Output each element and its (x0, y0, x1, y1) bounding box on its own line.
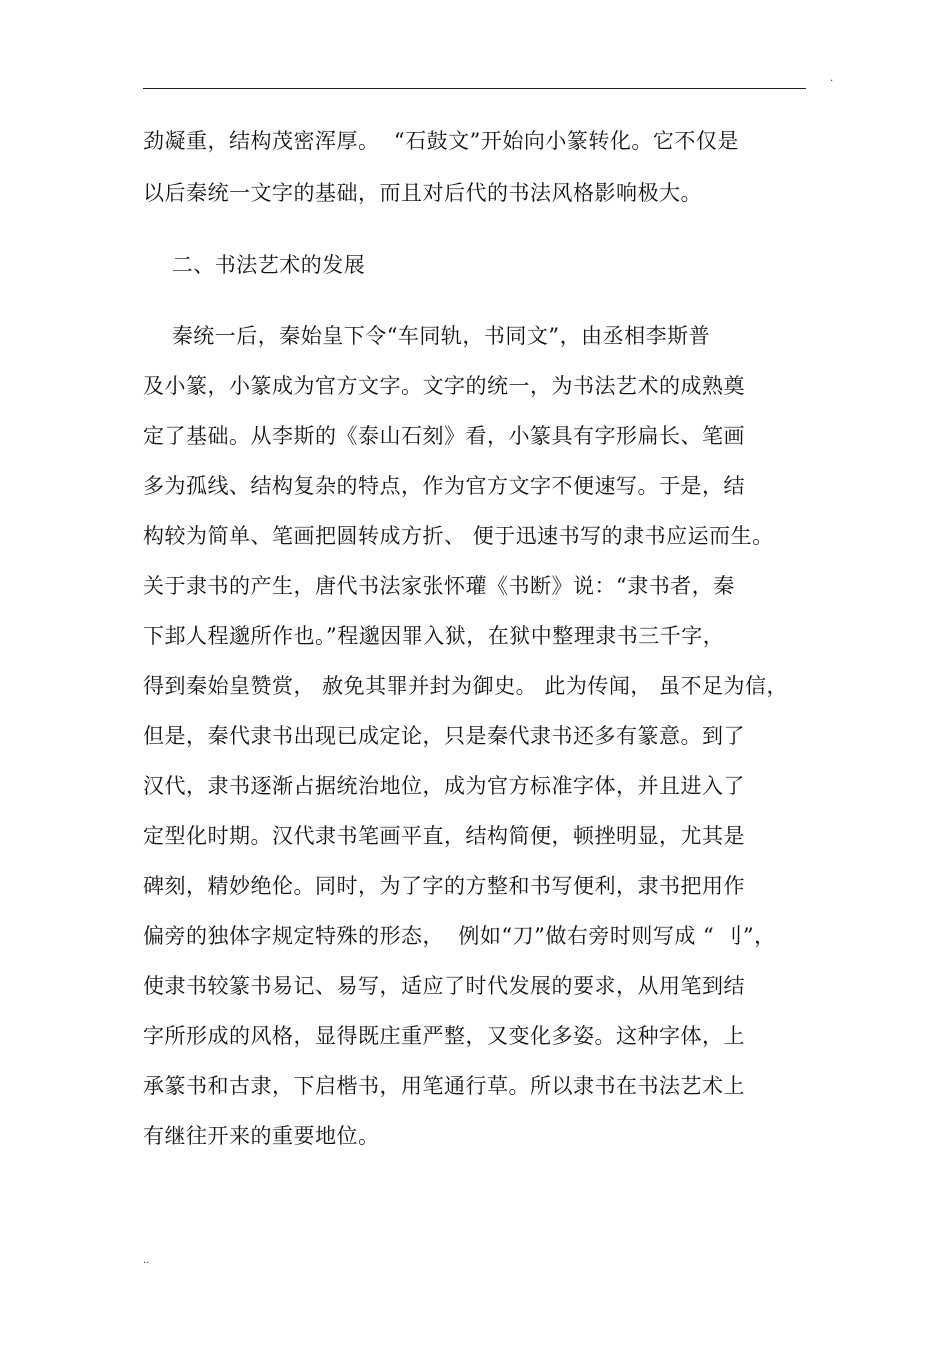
header-rule (143, 88, 806, 89)
text-line: 碑刻，精妙绝伦。同时，为了字的方整和书写便利，隶书把用作 (143, 874, 745, 898)
text-line: 有继往开来的重要地位。 (143, 1124, 380, 1148)
footer-mark: .. (143, 1255, 150, 1266)
text-line: 下邽人程邈所作也。”程邈因罪入狱，在狱中整理隶书三千字， (143, 624, 725, 648)
text-line: 汉代，隶书逐渐占据统治地位，成为官方标准字体，并且进入了 (143, 774, 745, 798)
text-line: 及小篆，小篆成为官方文字。文字的统一，为书法艺术的成熟奠 (143, 374, 745, 398)
text-line: 以后秦统一文字的基础，而且对后代的书法风格影响极大。 (143, 181, 702, 205)
text-line: 但是，秦代隶书出现已成定论，只是秦代隶书还多有篆意。到了 (143, 724, 745, 748)
text-line: 得到秦始皇赞赏， 赦免其罪并封为御史。 此为传闻， 虽不足为信， (143, 674, 789, 698)
text-line: 定了基础。从李斯的《泰山石刻》看，小篆具有字形扁长、笔画 (143, 424, 745, 448)
header-mark: . (830, 73, 834, 84)
text-line: 字所形成的风格，显得既庄重严整，又变化多姿。这种字体，上 (143, 1024, 745, 1048)
text-line: 秦统一后，秦始皇下令“车同轨，书同文”，由丞相李斯普 (143, 324, 711, 348)
section-heading: 二、书法艺术的发展 (143, 253, 366, 277)
text-line: 定型化时期。汉代隶书笔画平直，结构简便，顿挫明显，尤其是 (143, 824, 745, 848)
text-line: 劲凝重，结构茂密浑厚。 “石鼓文”开始向小篆转化。它不仅是 (143, 129, 739, 153)
text-line: 承篆书和古隶，下启楷书，用笔通行草。所以隶书在书法艺术上 (143, 1074, 745, 1098)
text-line: 多为孤线、结构复杂的特点，作为官方文字不便速写。于是，结 (143, 474, 745, 498)
text-line: 使隶书较篆书易记、易写，适应了时代发展的要求，从用笔到结 (143, 974, 745, 998)
text-line: 偏旁的独体字规定特殊的形态， 例如“刀”做右旁时则写成 “ 刂”， (143, 924, 776, 948)
text-line: 构较为简单、笔画把圆转成方折、 便于迅速书写的隶书应运而生。 (143, 524, 774, 548)
text-line: 关于隶书的产生，唐代书法家张怀瓘《书断》说：“隶书者，秦 (143, 574, 735, 598)
